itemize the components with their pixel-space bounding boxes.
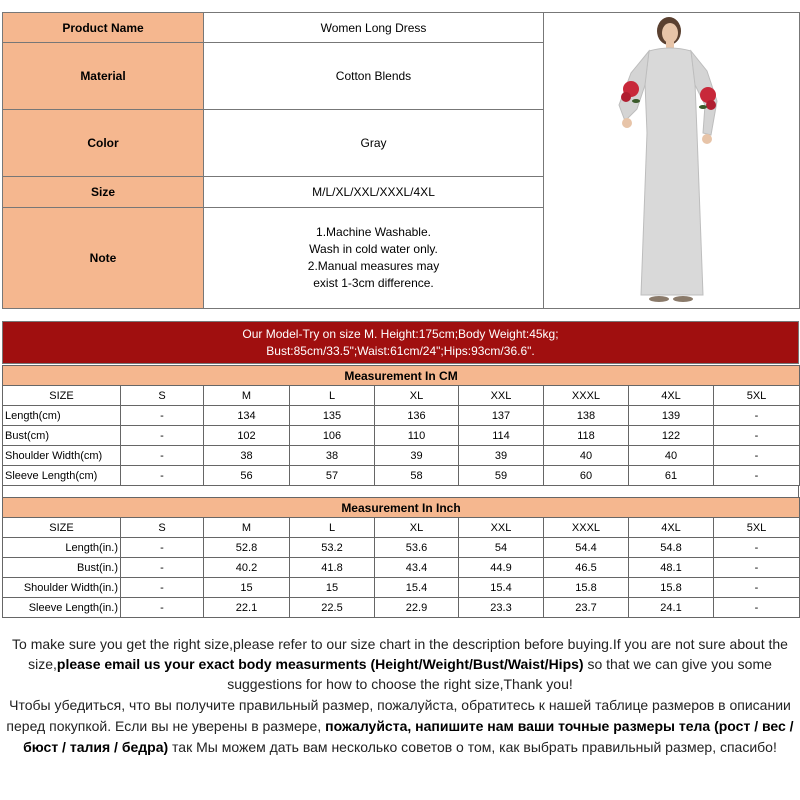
table-cell: - [121, 558, 204, 578]
table-row [3, 558, 800, 578]
table-cell: 41.8 [290, 558, 375, 578]
table-cell: 22.9 [375, 598, 459, 618]
table-cell: 61 [629, 466, 714, 486]
table-cell: 54.8 [629, 538, 714, 558]
header-cell: M [204, 518, 290, 538]
table-row [3, 406, 800, 426]
table-cell: 23.7 [544, 598, 629, 618]
advice-en-text: To make sure you get the right size,please refer to our size chart in the description before buying.If you are not sure about the size, [12, 636, 788, 672]
header-cell: XXXL [544, 518, 629, 538]
table-header-row [3, 518, 800, 538]
product-spec-table [2, 12, 800, 309]
table-cell: 38 [290, 446, 375, 466]
table-cell: 48.1 [629, 558, 714, 578]
table-cell: 52.8 [204, 538, 290, 558]
table-cell: - [121, 426, 204, 446]
table-cell: 102 [204, 426, 290, 446]
table-cell: 114 [459, 426, 544, 446]
table-cell: 57 [290, 466, 375, 486]
table-cell: - [121, 578, 204, 598]
table-cell: 15.4 [375, 578, 459, 598]
table-cell: 15 [290, 578, 375, 598]
model-info-line1: Our Model-Try on size M. Height:175cm;Body Weight:45kg; [242, 327, 559, 341]
table-cell: 38 [204, 446, 290, 466]
size-value: M/L/XL/XXL/XXXL/4XL [204, 177, 544, 207]
advice-en-text-end: so that we can give you some suggestions for how to choose the right size,Thank you! [227, 656, 772, 692]
advice-ru-text: Чтобы убедиться, что вы получите правильный размер, пожалуйста, обратитесь к нашей таблице размеров в описании перед покупкой. Если вы не уверены в размере, [6, 697, 791, 734]
table-cell: 59 [459, 466, 544, 486]
table-cell: 60 [544, 466, 629, 486]
header-cell: XL [375, 386, 459, 406]
header-cell: S [121, 518, 204, 538]
table-cell: 139 [629, 406, 714, 426]
table-cell: - [714, 598, 800, 618]
table-cell: - [714, 406, 800, 426]
table-cell: 15.8 [629, 578, 714, 598]
table-cell: 58 [375, 466, 459, 486]
size-advice-english [8, 634, 792, 694]
table-cell: - [121, 446, 204, 466]
table-cell: 135 [290, 406, 375, 426]
table-cell: - [714, 538, 800, 558]
table-cell: 134 [204, 406, 290, 426]
table-cell: 39 [375, 446, 459, 466]
row-label: Sleeve Length(in.) [3, 598, 121, 618]
inch-table-title: Measurement In Inch [3, 498, 800, 518]
note-value [204, 207, 544, 308]
header-cell: S [121, 386, 204, 406]
note-label: Note [3, 207, 204, 308]
header-cell: SIZE [3, 518, 121, 538]
table-cell: 15.8 [544, 578, 629, 598]
row-label: Length(cm) [3, 406, 121, 426]
note-line: 1.Machine Washable. [316, 224, 431, 239]
color-value: Gray [204, 110, 544, 177]
table-cell: - [714, 446, 800, 466]
note-line: Wash in cold water only. [309, 241, 438, 256]
size-advice-russian [4, 695, 796, 758]
table-row [3, 538, 800, 558]
table-cell: 40.2 [204, 558, 290, 578]
table-row [3, 598, 800, 618]
material-value: Cotton Blends [204, 43, 544, 110]
color-label: Color [3, 110, 204, 177]
table-row [3, 578, 800, 598]
product-name-label: Product Name [3, 13, 204, 43]
note-line: 2.Manual measures may [307, 258, 440, 273]
table-cell: 43.4 [375, 558, 459, 578]
table-cell: 106 [290, 426, 375, 446]
table-cell: 22.5 [290, 598, 375, 618]
table-cell: - [121, 538, 204, 558]
table-header-row [3, 386, 800, 406]
table-cell: 56 [204, 466, 290, 486]
header-cell: SIZE [3, 386, 121, 406]
model-info-banner [2, 321, 799, 364]
dress-model-photo [545, 13, 799, 305]
table-cell: 53.6 [375, 538, 459, 558]
header-cell: XXL [459, 386, 544, 406]
header-cell: 5XL [714, 386, 800, 406]
header-cell: XXXL [544, 386, 629, 406]
table-cell: 44.9 [459, 558, 544, 578]
table-cell: - [714, 578, 800, 598]
table-cell: 22.1 [204, 598, 290, 618]
row-label: Shoulder Width(in.) [3, 578, 121, 598]
material-label: Material [3, 43, 204, 110]
table-cell: - [714, 558, 800, 578]
advice-en-bold: please email us your exact body measurments (Height/Weight/Bust/Waist/Hips) [56, 656, 584, 672]
table-cell: 24.1 [629, 598, 714, 618]
table-cell: 110 [375, 426, 459, 446]
header-cell: L [290, 518, 375, 538]
header-cell: 5XL [714, 518, 800, 538]
product-name-value: Women Long Dress [204, 13, 544, 43]
row-label: Shoulder Width(cm) [3, 446, 121, 466]
cm-table-title: Measurement In CM [3, 366, 800, 386]
table-cell: 53.2 [290, 538, 375, 558]
table-spacer [2, 485, 799, 497]
table-cell: 15 [204, 578, 290, 598]
table-cell: 136 [375, 406, 459, 426]
table-cell: 40 [544, 446, 629, 466]
header-cell: M [204, 386, 290, 406]
table-cell: 118 [544, 426, 629, 446]
table-cell: 23.3 [459, 598, 544, 618]
table-cell: - [121, 406, 204, 426]
table-cell: 54 [459, 538, 544, 558]
header-cell: XL [375, 518, 459, 538]
header-cell: L [290, 386, 375, 406]
note-line: exist 1-3cm difference. [313, 275, 434, 290]
table-cell: 40 [629, 446, 714, 466]
table-row [3, 466, 800, 486]
advice-ru-bold: пожалуйста, напишите нам ваши точные размеры тела (рост / вес / бюст / талия / бедра) [23, 718, 794, 755]
measurement-cm-table [2, 365, 800, 486]
table-cell: - [714, 426, 800, 446]
table-cell: - [714, 466, 800, 486]
table-cell: 137 [459, 406, 544, 426]
header-cell: 4XL [629, 518, 714, 538]
table-cell: 15.4 [459, 578, 544, 598]
table-cell: - [121, 466, 204, 486]
row-label: Bust(cm) [3, 426, 121, 446]
table-row [3, 446, 800, 466]
table-cell: - [121, 598, 204, 618]
model-photo-cell [544, 13, 800, 309]
header-cell: XXL [459, 518, 544, 538]
table-cell: 39 [459, 446, 544, 466]
table-cell: 122 [629, 426, 714, 446]
size-label: Size [3, 177, 204, 207]
row-label: Length(in.) [3, 538, 121, 558]
table-cell: 54.4 [544, 538, 629, 558]
row-label: Sleeve Length(cm) [3, 466, 121, 486]
model-info-line2: Bust:85cm/33.5";Waist:61cm/24";Hips:93cm/36.6". [266, 344, 535, 358]
row-label: Bust(in.) [3, 558, 121, 578]
advice-ru-text-end: так Мы можем дать вам несколько советов о том, как выбрать правильный размер, спасибо! [168, 739, 777, 755]
table-cell: 46.5 [544, 558, 629, 578]
table-row [3, 426, 800, 446]
table-cell: 138 [544, 406, 629, 426]
measurement-inch-table [2, 497, 800, 618]
header-cell: 4XL [629, 386, 714, 406]
